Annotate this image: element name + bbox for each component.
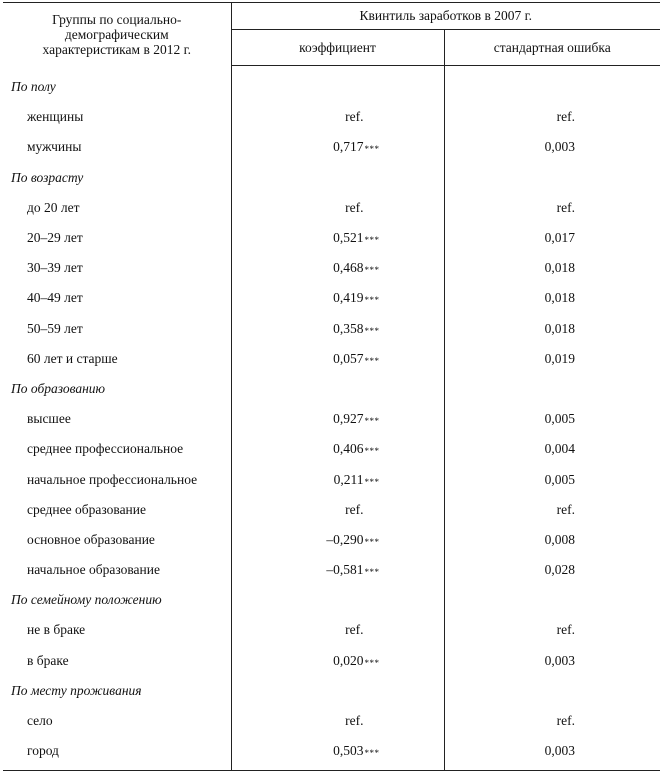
coefficient-cell <box>231 193 444 223</box>
coefficient-value-wrap <box>333 743 380 759</box>
coefficient-value: 0,406 <box>333 441 364 457</box>
coefficient-value-wrap <box>333 471 380 488</box>
row-label: до 20 лет <box>3 193 231 223</box>
coefficient-value: 0,211 <box>333 471 364 487</box>
coefficient-value: 0,468 <box>333 260 364 276</box>
significance-stars: *** <box>364 476 380 487</box>
coefficient-value-wrap <box>333 230 380 246</box>
coefficient-cell <box>231 132 444 162</box>
row-label: начальное профессиональное <box>3 464 231 494</box>
coefficient-cell <box>231 615 444 645</box>
table-row <box>3 706 660 736</box>
table-row <box>3 495 660 525</box>
significance-stars: *** <box>364 295 380 306</box>
category-row <box>3 585 660 615</box>
row-label: в браке <box>3 646 231 676</box>
std-error-cell: 0,004 <box>544 441 576 457</box>
category-row <box>3 66 660 103</box>
std-error-cell: 0,005 <box>544 411 576 427</box>
coefficient-cell <box>231 676 444 706</box>
coefficient-cell <box>231 706 444 736</box>
table-row <box>3 193 660 223</box>
std-error-column-header: стандартная ошибка <box>444 30 660 66</box>
coefficient-value: ref. <box>345 109 364 125</box>
std-error-cell <box>444 66 660 103</box>
coefficient-cell <box>231 344 444 374</box>
coefficient-cell <box>231 102 444 132</box>
coefficient-cell <box>231 525 444 555</box>
table-row <box>3 555 660 585</box>
coefficient-value-wrap <box>333 320 380 337</box>
coefficient-cell <box>231 404 444 434</box>
group-header-line-3: характеристикам в 2012 г. <box>42 41 191 57</box>
coefficient-value: ref. <box>345 713 364 729</box>
coefficient-cell <box>231 314 444 344</box>
coefficient-cell <box>231 464 444 494</box>
coefficient-cell <box>231 585 444 615</box>
coefficient-cell <box>231 163 444 193</box>
row-label: не в браке <box>3 615 231 645</box>
table-row <box>3 404 660 434</box>
coefficient-value-wrap <box>326 562 380 578</box>
coefficient-cell <box>231 555 444 585</box>
significance-stars: *** <box>364 355 380 366</box>
coefficient-value-wrap <box>333 260 380 276</box>
coefficient-value-wrap <box>326 531 380 548</box>
coefficient-value: 0,419 <box>333 290 364 306</box>
table-row <box>3 132 660 162</box>
coefficient-value-wrap <box>345 622 363 638</box>
row-label: среднее образование <box>3 495 231 525</box>
significance-stars: *** <box>364 416 380 427</box>
row-label: начальное образование <box>3 555 231 585</box>
category-row <box>3 163 660 193</box>
coefficient-value-wrap <box>345 109 363 125</box>
group-column-header <box>3 3 231 66</box>
std-error-cell <box>444 676 660 706</box>
coefficient-value: ref. <box>345 622 364 638</box>
coefficient-value-wrap <box>333 290 380 306</box>
significance-stars: *** <box>364 446 380 457</box>
std-error-cell: 0,005 <box>544 471 576 487</box>
significance-stars: *** <box>364 325 380 336</box>
table-row <box>3 615 660 645</box>
coefficient-value: –0,581 <box>326 562 364 578</box>
table-row <box>3 223 660 253</box>
std-error-cell: 0,003 <box>544 743 576 759</box>
table-row <box>3 464 660 494</box>
regression-table <box>3 2 660 771</box>
significance-stars: *** <box>364 657 380 668</box>
table-row <box>3 314 660 344</box>
coefficient-value: 0,503 <box>333 743 364 759</box>
coefficient-value-wrap <box>333 411 380 427</box>
row-label: высшее <box>3 404 231 434</box>
coefficient-cell <box>231 283 444 313</box>
std-error-cell <box>444 374 660 404</box>
table-row <box>3 102 660 132</box>
coefficient-value: 0,358 <box>333 320 364 336</box>
coefficient-value: 0,521 <box>333 230 364 246</box>
coefficient-value-wrap <box>333 139 380 155</box>
table-row <box>3 344 660 374</box>
coefficient-value: ref. <box>345 501 364 517</box>
coefficient-cell <box>231 646 444 676</box>
std-error-cell: ref. <box>556 622 576 638</box>
coefficient-value: 0,057 <box>333 350 364 366</box>
coefficient-cell <box>231 253 444 283</box>
std-error-cell: 0,003 <box>544 139 576 155</box>
coefficient-value: 0,020 <box>333 652 364 668</box>
row-label: село <box>3 706 231 736</box>
coefficient-value-wrap <box>345 502 363 518</box>
coefficient-value: –0,290 <box>326 531 364 547</box>
row-label: 60 лет и старше <box>3 344 231 374</box>
std-error-cell: 0,018 <box>544 290 576 306</box>
row-label: женщины <box>3 102 231 132</box>
coefficient-value: 0,927 <box>333 411 364 427</box>
std-error-cell: ref. <box>556 199 576 215</box>
std-error-cell <box>444 585 660 615</box>
table-row <box>3 253 660 283</box>
significance-stars: *** <box>364 567 380 578</box>
table-row <box>3 283 660 313</box>
std-error-cell: 0,003 <box>544 652 576 668</box>
category-label: По возрасту <box>3 163 231 193</box>
row-label: 50–59 лет <box>3 314 231 344</box>
quintile-span-header: Квинтиль заработков в 2007 г. <box>231 3 660 30</box>
coefficient-cell <box>231 374 444 404</box>
row-label: город <box>3 736 231 771</box>
std-error-cell: ref. <box>556 713 576 729</box>
row-label: мужчины <box>3 132 231 162</box>
std-error-cell: 0,017 <box>544 230 576 246</box>
table-row <box>3 434 660 464</box>
coefficient-value-wrap <box>345 713 363 729</box>
coefficient-value-wrap <box>333 350 380 367</box>
coefficient-value: 0,717 <box>333 139 364 155</box>
category-row <box>3 374 660 404</box>
row-label: 30–39 лет <box>3 253 231 283</box>
significance-stars: *** <box>364 748 380 759</box>
category-label: По месту проживания <box>3 676 231 706</box>
row-label: 40–49 лет <box>3 283 231 313</box>
group-header-line-1: Группы по социально- <box>52 11 182 27</box>
table-row <box>3 646 660 676</box>
significance-stars: *** <box>364 265 380 276</box>
row-label: среднее профессиональное <box>3 434 231 464</box>
coefficient-cell <box>231 434 444 464</box>
std-error-cell: ref. <box>556 109 576 125</box>
group-header-line-2: демографическим <box>64 26 169 42</box>
category-row <box>3 676 660 706</box>
std-error-cell: 0,018 <box>544 260 576 276</box>
coefficient-value: ref. <box>345 199 364 215</box>
std-error-cell <box>444 163 660 193</box>
category-label: По полу <box>3 66 231 103</box>
std-error-cell: 0,018 <box>544 320 576 336</box>
coefficient-value-wrap <box>345 200 363 216</box>
coefficient-value-wrap <box>333 441 380 457</box>
coefficient-cell <box>231 223 444 253</box>
category-label: По образованию <box>3 374 231 404</box>
std-error-cell: 0,008 <box>544 531 576 547</box>
category-label: По семейному положению <box>3 585 231 615</box>
table-header <box>3 3 660 66</box>
row-label: основное образование <box>3 525 231 555</box>
significance-stars: *** <box>364 144 380 155</box>
std-error-cell: 0,028 <box>544 562 576 578</box>
significance-stars: *** <box>364 235 380 246</box>
row-label: 20–29 лет <box>3 223 231 253</box>
table-body <box>3 66 660 771</box>
table-row <box>3 525 660 555</box>
coefficient-cell <box>231 66 444 103</box>
std-error-cell: ref. <box>556 501 576 517</box>
significance-stars: *** <box>364 536 380 547</box>
coefficient-column-header: коэффициент <box>231 30 444 66</box>
std-error-cell: 0,019 <box>544 350 576 366</box>
coefficient-value-wrap <box>333 652 380 669</box>
coefficient-cell <box>231 495 444 525</box>
